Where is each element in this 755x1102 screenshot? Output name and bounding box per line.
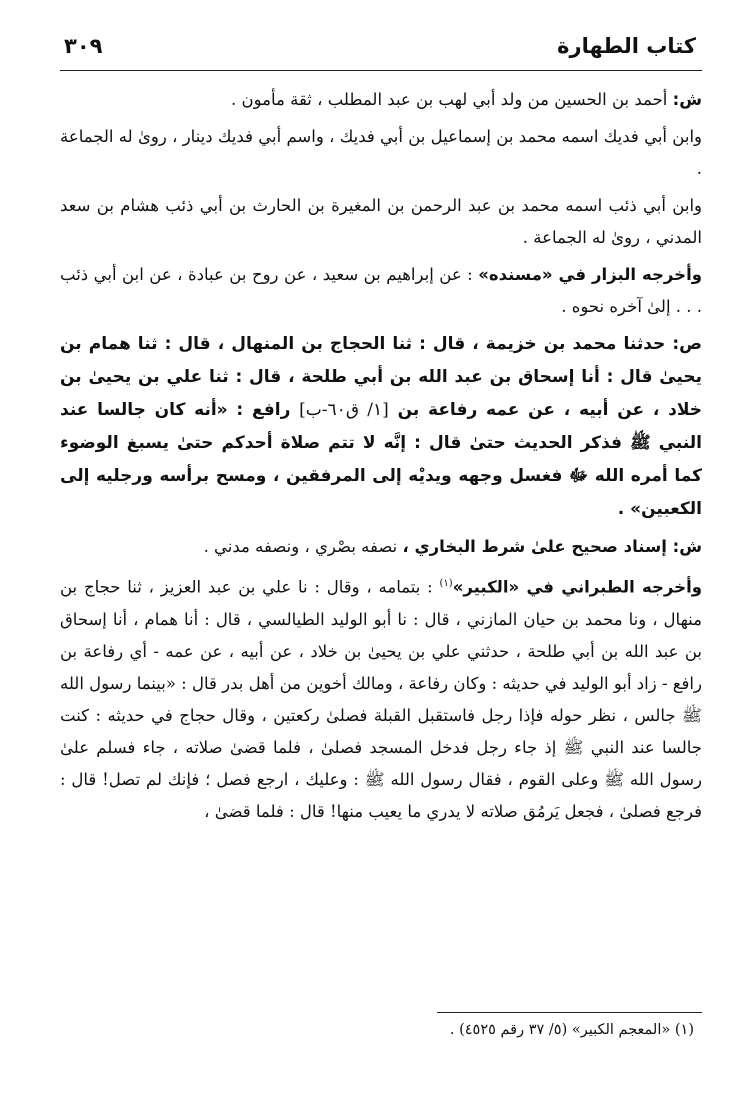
- paragraph: [60, 121, 702, 185]
- hadith-text: [60, 328, 702, 526]
- manuscript-reference: [١/ ق٦٠-ب]: [299, 400, 389, 420]
- commentary: [60, 531, 702, 563]
- header-rule: [60, 70, 702, 71]
- paragraph: [60, 190, 702, 254]
- paragraph-text: أحمد بن الحسين من ولد أبي لهب بن عبد المطلب ، ثقة مأمون .: [231, 90, 668, 109]
- paragraph: [60, 84, 702, 116]
- footnote-rule: [437, 1012, 702, 1013]
- commentary-text: نصفه بصْري ، ونصفه مدني .: [203, 537, 398, 556]
- page-number: ٣٠٩: [64, 34, 103, 58]
- footnote: (١) «المعجم الكبير» (٥/ ٣٧ رقم ٤٥٢٥) .: [449, 1022, 694, 1038]
- paragraph-lead: ش:: [672, 90, 702, 109]
- hadith-part-2: رافع : «أنه كان جالسا عند النبي ﷺ فذكر الحديث حتىٰ قال : إنَّه لا تتم صلاة أحدكم حتىٰ يسبغ الوضوء كما أمره الله ﷻ فغسل وجهه ويديْه إلى المرفقين ، ومسح برأسه ورجليه إلى الكعبين» .: [60, 400, 702, 519]
- footnote-marker: (١): [439, 578, 453, 589]
- paragraph-text: وابن أبي ذئب اسمه محمد بن عبد الرحمن بن المغيرة بن الحارث بن أبي ذئب هشام بن سعد المدني ، روىٰ له الجماعة .: [60, 196, 702, 247]
- paragraph: [60, 259, 702, 323]
- page-header: [60, 34, 702, 68]
- chapter-title: كتاب الطهارة: [557, 34, 696, 58]
- tabarani-lead: وأخرجه الطبراني في «الكبير»: [452, 577, 702, 597]
- tabarani-text: : بتمامه ، وقال : نا علي بن عبد العزيز ، ثنا حجاج بن منهال ، ونا محمد بن حيان المازني ، قال : نا أبو الوليد الطيالسي ، قال : أنا همام ، أنا إسحاق بن عبد الله بن أبي طلحة ، حدثني علي بن يحيىٰ بن خلاد ، عن أبيه ، عن عمه - أي رفاعة بن رافع - زاد أبو الوليد في حديثه : وكان رفاعة ، ومالك أخوين من أهل بدر قال : «بينما رسول الله ﷺ جالس ، نظر حوله فإذا رجل فاستقبل القبلة فصلىٰ ركعتين ، وقال حجاج في حديثه : كنت جالسا عند النبي ﷺ إذ جاء رجل فدخل المسجد فصلىٰ ، فلما قضىٰ صلاته ، جاء فسلم علىٰ رسول الله ﷺ وعلى القوم ، فقال رسول الله ﷺ : وعليك ، ارجع فصل ؛ فإنك لم تصل! قال : فرجع فصلىٰ ، فجعل يَرمُق صلاته لا يدري ما يعيب منها! قال : فلما قضىٰ ،: [60, 577, 702, 821]
- tabarani-paragraph: [60, 568, 702, 828]
- paragraph-lead: وأخرجه البزار في «مسنده»: [478, 265, 702, 284]
- paragraph-text: : عن إبراهيم بن سعيد ، عن روح بن عبادة ، عن ابن أبي ذئب . . . إلىٰ آخره نحوه .: [60, 265, 702, 316]
- paragraph-text: وابن أبي فديك اسمه محمد بن إسماعيل بن أبي فديك ، واسم أبي فديك دينار ، روىٰ له الجماعة .: [60, 127, 702, 178]
- hadith-part-1: ص: حدثنا محمد بن خزيمة ، قال : ثنا الحجاج بن المنهال ، قال : ثنا همام بن يحيىٰ قال : أنا إسحاق بن عبد الله بن أبي طلحة ، قال : ثنا علي بن يحيىٰ بن خلاد ، عن أبيه ، عن عمه رفاعة بن: [60, 334, 703, 420]
- page-body: [60, 84, 702, 833]
- commentary-lead: ش: إسناد صحيح علىٰ شرط البخاري ،: [402, 537, 702, 556]
- book-page: [60, 34, 703, 1038]
